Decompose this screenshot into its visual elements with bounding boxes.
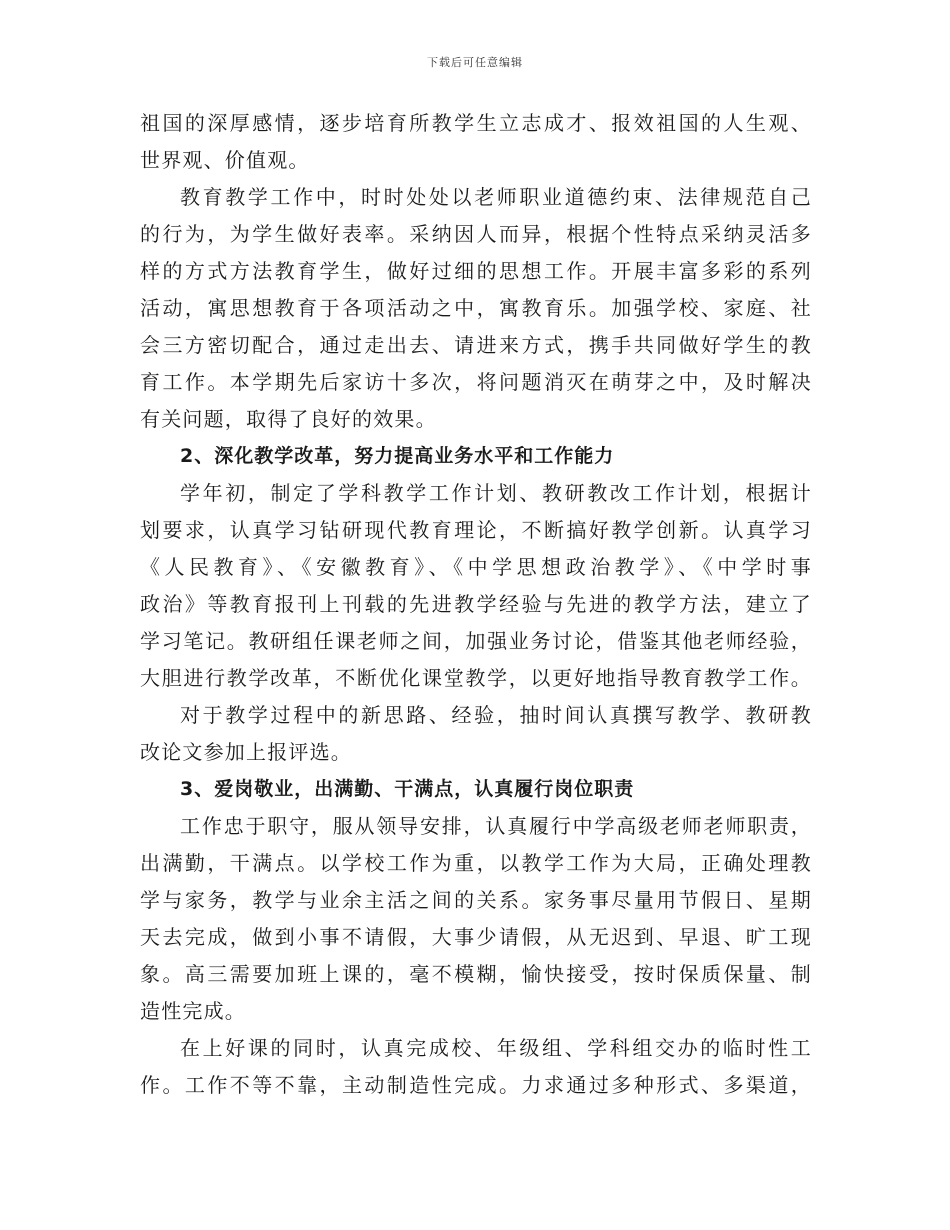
text-line: 活动，寓思想教育于各项活动之中，寓教育乐。加强学校、家庭、社 bbox=[140, 296, 812, 320]
paragraph-start-line: 工作忠于职守，服从领导安排，认真履行中学高级老师老师职责， bbox=[180, 814, 812, 838]
text-line: 大胆进行教学改革，不断优化课堂教学，以更好地指导教育教学工作。 bbox=[140, 666, 812, 690]
paragraph-start-line: 教育教学工作中，时时处处以老师职业道德约束、法律规范自己 bbox=[180, 185, 812, 209]
text-line: 祖国的深厚感情，逐步培育所教学生立志成才、报效祖国的人生观、 bbox=[140, 111, 812, 135]
text-line: 世界观、价值观。 bbox=[140, 148, 310, 172]
text-line: 天去完成，做到小事不请假，大事少请假，从无迟到、早退、旷工现 bbox=[140, 925, 812, 949]
document-body bbox=[140, 105, 812, 1104]
text-line: 学习笔记。教研组任课老师之间，加强业务讨论，借鉴其他老师经验， bbox=[140, 629, 812, 653]
text-line: 会三方密切配合，通过走出去、请进来方式，携手共同做好学生的教 bbox=[140, 333, 812, 357]
text-line: 出满勤，干满点。以学校工作为重，以教学工作为大局，正确处理教 bbox=[140, 851, 812, 875]
text-line: 样的方式方法教育学生，做好过细的思想工作。开展丰富多彩的系列 bbox=[140, 259, 812, 283]
text-line: 象。高三需要加班上课的，毫不模糊，愉快接受，按时保质保量、制 bbox=[140, 962, 812, 986]
section-heading: 2、深化教学改革，努力提高业务水平和工作能力 bbox=[180, 445, 615, 467]
text-line: 育工作。本学期先后家访十多次，将问题消灭在萌芽之中，及时解决 bbox=[140, 370, 812, 394]
section-heading: 3、爱岗敬业，出满勤、干满点，认真履行岗位职责 bbox=[180, 778, 635, 800]
text-line: 作。工作不等不靠，主动制造性完成。力求通过多种形式、多渠道， bbox=[140, 1073, 812, 1097]
text-line: 划要求，认真学习钻研现代教育理论，不断搞好教学创新。认真学习 bbox=[140, 518, 812, 542]
page-header: 下载后可任意编辑 bbox=[427, 56, 523, 69]
text-line: 政治》等教育报刊上刊载的先进教学经验与先进的教学方法，建立了 bbox=[140, 592, 812, 616]
paragraph-start-line: 对于教学过程中的新思路、经验，抽时间认真撰写教学、教研教 bbox=[180, 703, 812, 727]
paragraph-start-line: 在上好课的同时，认真完成校、年级组、学科组交办的临时性工 bbox=[180, 1036, 812, 1060]
text-line: 改论文参加上报评选。 bbox=[140, 740, 352, 764]
text-line: 造性完成。 bbox=[140, 999, 246, 1023]
paragraph-start-line: 学年初，制定了学科教学工作计划、教研教改工作计划，根据计 bbox=[180, 481, 812, 505]
text-line: 学与家务，教学与业余主活之间的关系。家务事尽量用节假日、星期 bbox=[140, 888, 812, 912]
text-line: 有关问题，取得了良好的效果。 bbox=[140, 407, 437, 431]
text-line: 《人民教育》、《安徽教育》、《中学思想政治教学》、《中学时事 bbox=[140, 555, 812, 579]
text-line: 的行为，为学生做好表率。采纳因人而异，根据个性特点采纳灵活多 bbox=[140, 222, 812, 246]
